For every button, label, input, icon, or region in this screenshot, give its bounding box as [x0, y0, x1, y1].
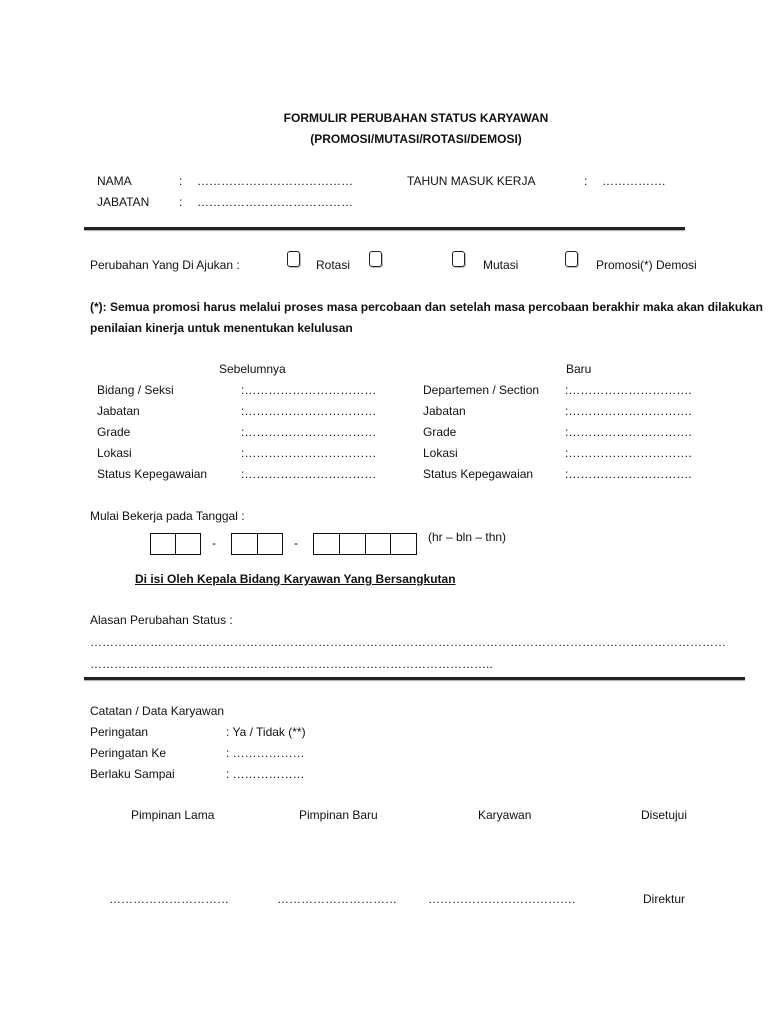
after-row-label: Departemen / Section: [423, 383, 540, 397]
valid-until-label: Berlaku Sampai: [90, 767, 175, 781]
year-input[interactable]: [313, 533, 417, 555]
signature-line-pimpinan-baru[interactable]: …………………………: [277, 892, 397, 906]
warning-count-field[interactable]: : ………………: [226, 746, 305, 760]
nama-colon: :: [179, 174, 183, 188]
before-row-label: Bidang / Seksi: [97, 383, 174, 397]
after-row-field[interactable]: :………………………….: [565, 467, 692, 481]
warning-count-label: Peringatan Ke: [90, 746, 167, 760]
month-input[interactable]: [231, 533, 283, 555]
after-row-label: Status Kepegawaian: [423, 467, 534, 481]
promotion-note-line2: penilaian kinerja untuk menentukan kelulusan: [90, 321, 353, 335]
valid-until-field[interactable]: : ………………: [226, 767, 305, 781]
after-row-label: Jabatan: [423, 404, 466, 418]
jabatan-field[interactable]: …………………………………: [197, 195, 353, 209]
reason-field-line2[interactable]: ………………………………………………………………………………………..: [90, 657, 493, 671]
option-promosi-demosi-label: Promosi(*) Demosi: [596, 258, 697, 272]
after-row-label: Lokasi: [423, 446, 458, 460]
nama-label: NAMA: [97, 174, 132, 188]
before-row-field[interactable]: :……………………………: [241, 425, 377, 439]
checkbox-mutasi[interactable]: [452, 251, 465, 267]
form-title: FORMULIR PERUBAHAN STATUS KARYAWAN: [283, 111, 549, 125]
filled-by-note: Di isi Oleh Kepala Bidang Karyawan Yang Bersangkutan: [135, 572, 456, 586]
signature-header-pimpinan-baru: Pimpinan Baru: [299, 808, 378, 822]
tahun-masuk-label: TAHUN MASUK KERJA: [407, 174, 536, 188]
divider-top: [84, 227, 685, 230]
promotion-note-line1: (*): Semua promosi harus melalui proses masa percobaan dan setelah masa percobaan berakhir maka akan dilakukan: [90, 300, 763, 314]
after-row-field[interactable]: :………………………….: [565, 425, 692, 439]
reason-field-line1[interactable]: ……………………………………………………………………………………………………………………………………………: [90, 635, 726, 649]
warning-label: Peringatan: [90, 725, 149, 739]
checkbox-rotasi[interactable]: [287, 251, 300, 267]
signature-header-pimpinan-lama: Pimpinan Lama: [131, 808, 215, 822]
jabatan-colon: :: [179, 195, 183, 209]
option-mutasi-label: Mutasi: [483, 258, 519, 272]
reason-label: Alasan Perubahan Status :: [90, 613, 233, 627]
before-row-label: Status Kepegawaian: [97, 467, 208, 481]
checkbox-extra[interactable]: [369, 251, 382, 267]
after-row-field[interactable]: :………………………….: [565, 383, 692, 397]
signature-line-karyawan[interactable]: ……………………………….: [428, 892, 576, 906]
divider-bottom: [84, 677, 745, 680]
date-format-hint: (hr – bln – thn): [428, 530, 507, 544]
perubahan-label: Perubahan Yang Di Ajukan :: [90, 258, 240, 272]
signature-header-disetujui: Disetujui: [641, 808, 688, 822]
signature-header-karyawan: Karyawan: [478, 808, 532, 822]
signature-line-pimpinan-lama[interactable]: …………………………: [109, 892, 229, 906]
after-row-field[interactable]: :………………………….: [565, 404, 692, 418]
date-separator: -: [294, 536, 298, 550]
notes-title: Catatan / Data Karyawan: [90, 704, 225, 718]
after-row-field[interactable]: :………………………….: [565, 446, 692, 460]
before-row-field[interactable]: :……………………………: [241, 383, 377, 397]
checkbox-promosi[interactable]: [565, 251, 578, 267]
before-header: Sebelumnya: [219, 362, 286, 376]
option-rotasi-label: Rotasi: [316, 258, 351, 272]
tahun-masuk-colon: :: [584, 174, 588, 188]
day-input[interactable]: [150, 533, 201, 555]
before-row-field[interactable]: :……………………………: [241, 446, 377, 460]
after-row-label: Grade: [423, 425, 457, 439]
signature-direktur-label: Direktur: [643, 892, 686, 906]
before-row-field[interactable]: :……………………………: [241, 404, 377, 418]
jabatan-label: JABATAN: [97, 195, 150, 209]
warning-field[interactable]: : Ya / Tidak (**): [226, 725, 306, 739]
before-row-label: Lokasi: [97, 446, 132, 460]
tahun-masuk-field[interactable]: …………….: [602, 174, 666, 188]
nama-field[interactable]: …………………………………: [197, 174, 353, 188]
start-date-label: Mulai Bekerja pada Tanggal :: [90, 509, 245, 523]
before-row-label: Jabatan: [97, 404, 140, 418]
date-separator: -: [212, 536, 216, 550]
before-row-field[interactable]: :……………………………: [241, 467, 377, 481]
before-row-label: Grade: [97, 425, 131, 439]
form-subtitle: (PROMOSI/MUTASI/ROTASI/DEMOSI): [310, 132, 522, 146]
after-header: Baru: [566, 362, 592, 376]
